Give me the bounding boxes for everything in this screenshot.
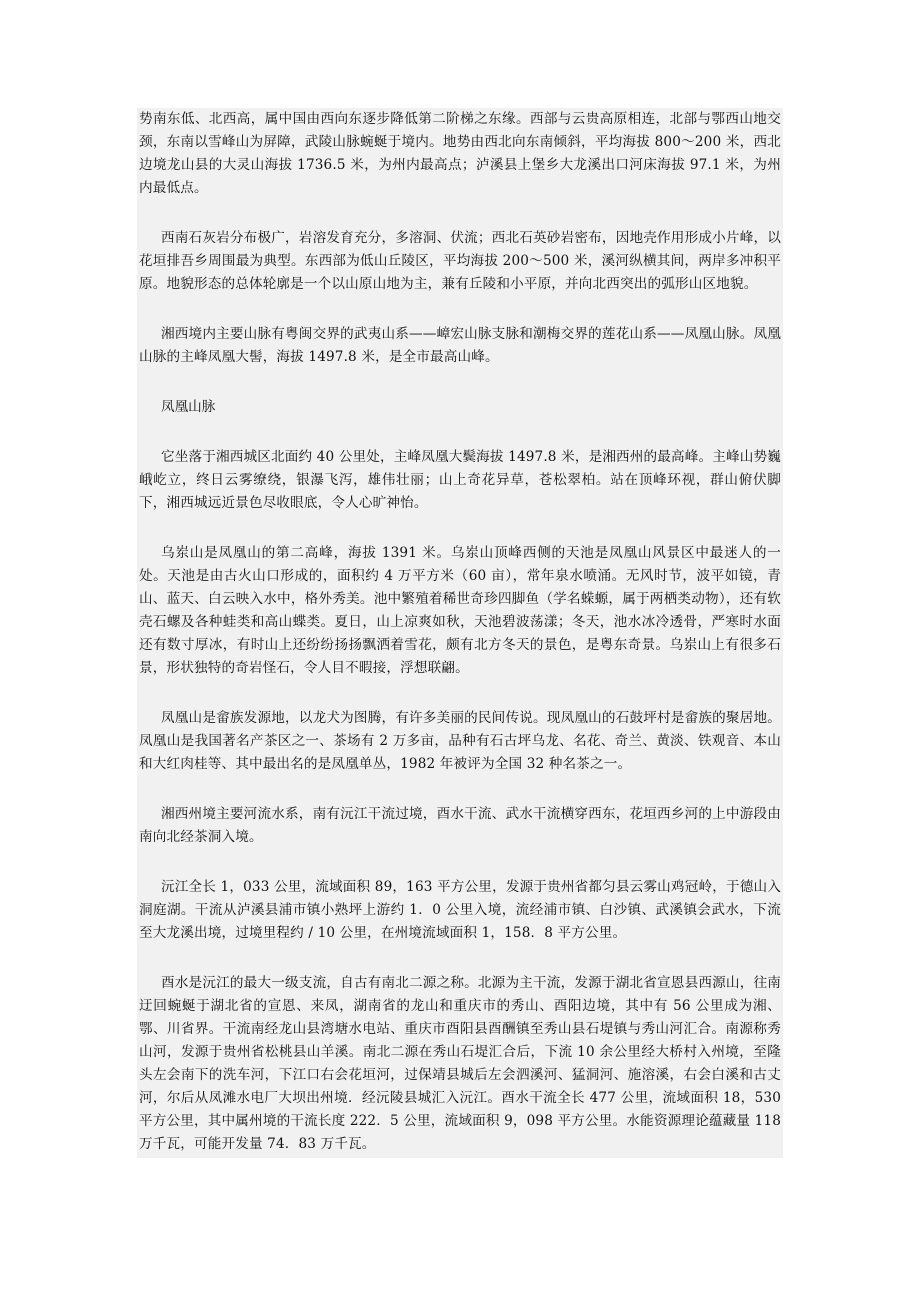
paragraph-wudong-mountain: 乌岽山是凤凰山的第二高峰，海拔 1391 米。乌岽山顶峰西侧的天池是凤凰山风景区中最迷人的一处。天池是由古火山口形成的，面积约 4 万平方米（60 亩），常年泉水喷涌。无风时节，波平如镜，青山、蓝天、白云映入水中，格外秀美。池中繁殖着稀世奇珍四脚鱼（学名蝾螈，属于两栖类动物），还有软壳石螺及各种蛙类和高山蝶类。夏日，山上凉爽如秋，天池碧波荡漾；冬天，池水冰冷透骨，严寒时水面还有数寸厚冰，有时山上还纷纷扬扬飘洒着雪花，颇有北方冬天的景色，是粤东奇景。乌岽山上有很多石景，形状独特的奇岩怪石，令人目不暇接，浮想联翩。 <box>139 545 781 676</box>
paragraph-yuan-river: 沅江全长 1，033 公里，流域面积 89，163 平方公里，发源于贵州省都匀县云雾山鸡冠岭，于德山入洞庭湖。干流从泸溪县浦市镇小熟坪上游约 1．0 公里入境，流经浦市镇、白沙镇、武溪镇会武水，下流至大龙溪出境，过境里程约 / 10 公里，在州境流域面积 1，158．8 平方公里。 <box>139 879 781 941</box>
paragraph-she-ethnic-tea: 凤凰山是畲族发源地，以龙犬为图腾，有许多美丽的民间传说。现凤凰山的石鼓坪村是畲族的聚居地。凤凰山是我国著名产茶区之一、茶场有 2 万多亩，品种有石古坪乌龙、名花、奇兰、黄淡、铁观音、本山和大红肉桂等、其中最出名的是凤凰单丛，1982 年被评为全国 32 种名茶之一。 <box>139 710 781 772</box>
paragraph-karst-landforms: 西南石灰岩分布极广，岩溶发育充分，多溶洞、伏流；西北石英砂岩密布，因地壳作用形成小片峰，以花垣排吾乡周围最为典型。东西部为低山丘陵区，平均海拔 200～500 米，溪河纵横其间，两岸多冲积平原。地貌形态的总体轮廓是一个以山原山地为主，兼有丘陵和小平原，并向北西突出的弧形山区地貌。 <box>139 230 781 292</box>
document-body <box>137 108 783 1158</box>
paragraph-spacer <box>137 369 783 396</box>
paragraph-spacer <box>137 296 783 323</box>
paragraph-spacer <box>137 776 783 803</box>
paragraph-terrain-overview: 势南东低、北西高，属中国由西向东逐步降低第二阶梯之东缘。西部与云贵高原相连，北部与鄂西山地交颈，东南以雪峰山为屏障，武陵山脉蜿蜒于境内。地势由西北向东南倾斜，平均海拔 800～200 米，西北边境龙山县的大灵山海拔 1736.5 米，为州内最高点；泸溪县上堡乡大龙溪出口河床海拔 97.1 米，为州内最低点。 <box>139 111 781 196</box>
paragraph-spacer <box>137 849 783 876</box>
paragraph-river-systems: 湘西州境主要河流水系，南有沅江干流过境，酉水干流、武水干流横穿西东，花垣西乡河的上中游段由南向北经茶洞入境。 <box>139 806 781 845</box>
paragraph-spacer <box>137 200 783 227</box>
paragraph-spacer <box>137 515 783 542</box>
paragraph-spacer <box>137 945 783 972</box>
paragraph-mountain-ranges: 湘西境内主要山脉有粤闽交界的武夷山系——嶂宏山脉支脉和潮梅交界的莲花山系——凤凰山脉。凤凰山脉的主峰凤凰大髻，海拔 1497.8 米，是全市最高山峰。 <box>139 326 781 365</box>
paragraph-spacer <box>137 419 783 446</box>
paragraph-you-river: 酉水是沅江的最大一级支流，自古有南北二源之称。北源为主干流，发源于湖北省宣恩县西源山，往南迂回蜿蜒于湖北省的宣恩、来凤，湖南省的龙山和重庆市的秀山、酉阳边境，其中有 56 公里成为湘、鄂、川省界。干流南经龙山县湾塘水电站、重庆市酉阳县酉酬镇至秀山县石堤镇与秀山河汇合。南源称秀山河，发源于贵州省松桃县山羊溪。南北二源在秀山石堤汇合后，下流 10 余公里经大桥村入州境，至隆头左会南下的洗车河，下江口右会花垣河，过保靖县城后左会泗溪河、猛洞河、施溶溪，右会白溪和古丈河，尔后从凤滩水电厂大坝出州境．经沅陵县城汇入沅江。酉水干流全长 477 公里，流域面积 18，530 平方公里，其中属州境的干流长度 222．5 公里，流域面积 9，098 平方公里。水能资源理论蕴藏量 118 万千瓦，可能开发量 74．83 万千瓦。 <box>139 975 781 1152</box>
paragraph-spacer <box>137 680 783 707</box>
section-heading-fenghuang-mountains: 凤凰山脉 <box>161 399 216 415</box>
paragraph-main-peak: 它坐落于湘西城区北面约 40 公里处，主峰凤凰大鬓海拔 1497.8 米，是湘西州的最高峰。主峰山势巍峨屹立，终日云雾缭绕，银瀑飞泻，雄伟壮丽；山上奇花异草，苍松翠柏。站在顶峰环视，群山俯伏脚下，湘西城远近景色尽收眼底，令人心旷神怡。 <box>139 449 781 511</box>
